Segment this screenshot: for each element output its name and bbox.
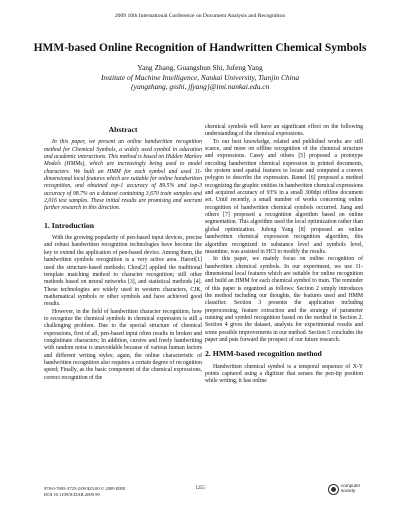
right-column xyxy=(205,124,363,386)
footer-isbn: 978-0-7695-3725-2/09 $25.00 © 2009 IEEE xyxy=(44,486,126,491)
footer-doi: DOI 10.1109/ICDAR.2009.99 xyxy=(44,492,100,497)
right-paragraph-1: chemical symbols will have an significant effect on the following understanding of the chemical expressions. xyxy=(205,124,363,138)
author-emails: {yangzhang, gsshi, jfyang}@imi.nankai.edu.cn xyxy=(130,82,270,92)
section2-heading: 2. HMM-based recognition method xyxy=(205,349,322,359)
author-affiliation: Institute of Machine Intelligence, Nankai University, Tianjin China xyxy=(100,72,300,82)
abstract-heading: Abstract xyxy=(108,125,138,134)
intro-heading: 1. Introduction xyxy=(44,220,95,230)
author-block xyxy=(0,63,400,92)
page-number: 1255 xyxy=(195,486,205,491)
intro-paragraph-1: With the growing popularity of pen-based input devices, precise and robust handwritten recognition technologies have become the key to extend the application of pen-based device. Among them, the handwritten symbols recognition is a very active area. Hatori[1] used the structure-based methods; Chou[2] applied the traditional template matching method to character recognition; still other methods based on neural networks [3], and statistical methods [4]. These technologies are widely used in western characters, CJK, mathematical symbols or other symbols and have achieved good results. xyxy=(44,235,202,308)
left-column xyxy=(44,124,202,382)
section2-paragraph: Handwritten chemical symbol is a temporal sequence of X-Y points captured using a digitizer that senses the pen-tip position while writing, it has online xyxy=(205,363,363,385)
computer-society-logo xyxy=(328,482,366,498)
intro-paragraph-2: However, in the field of handwritten character recognition, how to recognize the chemical symbols in chemical expression is still a challenging problem. Due to the special structure of chemical expressions, first of all, pen-based input often results in broken and conglutinate characters; In addition, cursive and freely handwriting with random noise is unavoidable because of various human factors and different writing styles; again, the online characteristic of handwritten recognition also requires a certain degree of recognition speed; Finally, as the basic component of the chemical expressions, correct recognition of the xyxy=(44,308,202,381)
logo-text: computer society xyxy=(341,483,361,493)
right-paragraph-3: In this paper, we mainly focus on online recognition of handwritten chemical symbols. In our experiment, we use 11-dimensional local features which are suitable for online recognition and build an HMM for each chemical symbol to train. The reminder of this paper is organized as follows: Section 2 simply introduces the method including our thoughts, the features used and HMM classifier. Section 3 presents the application including preprocessing, feature extraction and the strategy of parameter training and symbol recognition based on the method in Section 2. Section 4 gives the dataset, analysis for experimental results and some possible improvements in our method. Section 5 concludes the paper and puts forward the prospect of our future research. xyxy=(205,256,363,343)
right-paragraph-2: To our best knowledge, related and published works are still scarce, and more on offline recognition of the chemical structure and expressions. Casey and others [5] proposed a prototype encoding handwritten chemical expression in printed documents, the system used spatial features to locate and computed a convex polygon to describe the expression. Ramel [6] proposed a method recognizing the graphic entities in handwritten chemical expressions and acquired accuracy of 93% in a small 300dpi offline document set. Until recently, a small number of works concerning online recognition of handwritten chemical symbols occurred. Jiang and others [7] proposed a recognition algorithm based on online segmentation. This algorithm used the local optimization rather than global optimization. Jufeng Yang [8] proposed an online handwritten chemical expression recognition algorithm, this algorithm recognized in substance level and symbols level, meantime, was assisted in HCI to modify the results. xyxy=(205,138,363,255)
conference-header: 2009 10th International Conference on Document Analysis and Recognition xyxy=(114,13,286,19)
author-names: Yang Zhang, Guangshun Shi, Jufeng Yang xyxy=(137,63,263,72)
computer-society-logo-icon xyxy=(328,484,339,495)
paper-title: HMM-based Online Recognition of Handwritten Chemical Symbols xyxy=(33,42,367,54)
abstract-text: In this paper, we present an online handwritten recognition method for Chemical Symbols, a widely used symbol in education and academic interactions. This method is based on Hidden Markov Models (HMMs), which are increasingly being used to model characters. We built an HMM for each symbol and used 11-dimensional local features which are suitable for online handwritten recognition, and obtained top-1 accuracy of 89.5% and top-3 accuracy of 98.7% on a dataset containing 3,670 train samples and 2,016 test samples. These initial results are promising and warrant further research in this direction. xyxy=(44,139,202,212)
